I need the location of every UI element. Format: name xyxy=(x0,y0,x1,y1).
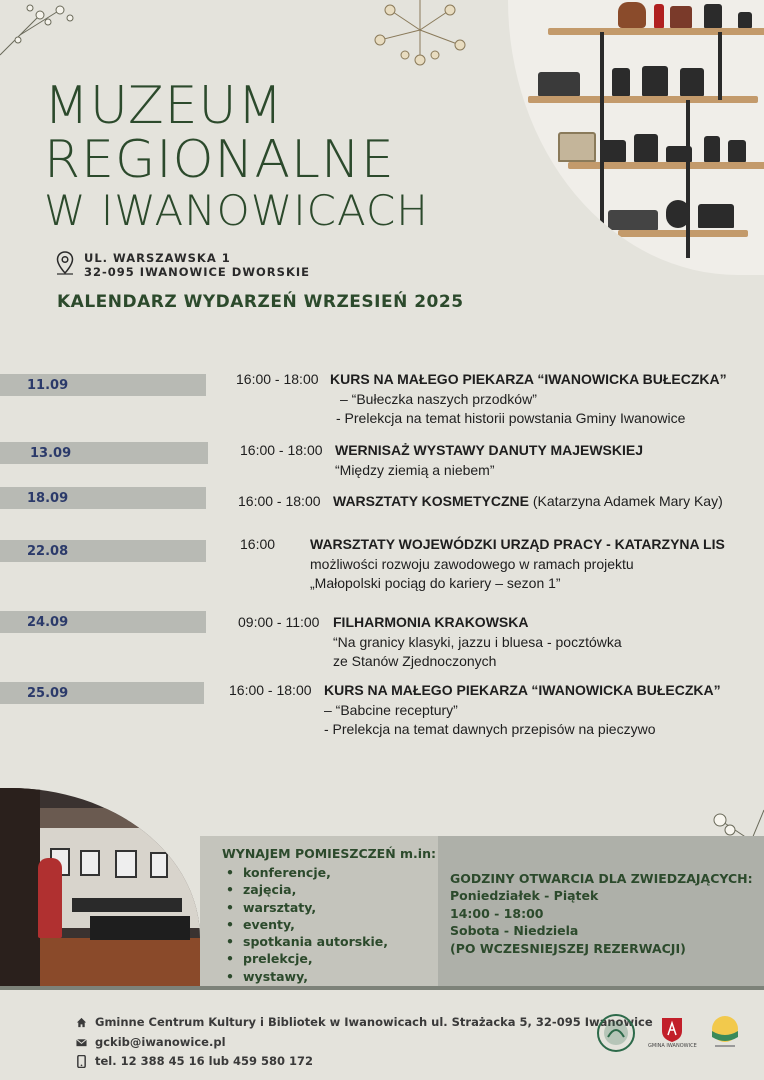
address-street: UL. WARSZAWSKA 1 xyxy=(84,251,231,265)
flower-decoration-top-center xyxy=(350,0,490,72)
gmina-iwanowice-logo xyxy=(648,1017,697,1049)
calendar-title: KALENDARZ WYDARZEŃ WRZESIEŃ 2025 xyxy=(57,292,464,312)
event-detail: „Małopolski pociąg do kariery – sezon 1” xyxy=(310,575,561,591)
gckib-logo xyxy=(596,1013,636,1053)
footer-address: Gminne Centrum Kultury i Bibliotek w Iwanowicach ul. Strażacka 5, 32-095 Iwanowice xyxy=(95,1015,653,1029)
event-time: 16:00 - 18:00 xyxy=(238,493,321,509)
event-date: 18.09 xyxy=(27,490,69,506)
event-time: 16:00 - 18:00 xyxy=(229,682,312,698)
event-date-bar xyxy=(0,442,208,464)
event-item xyxy=(240,441,643,480)
event-date: 13.09 xyxy=(30,445,72,461)
hours-weekend-note: (PO WCZESNIEJSZEJ REZERWACJI) xyxy=(450,940,686,956)
title-line-3: W IWANOWICACH xyxy=(44,186,429,235)
event-date: 11.09 xyxy=(27,377,69,393)
title-line-1: MUZEUM xyxy=(44,76,284,136)
coat-of-arms-icon xyxy=(661,1017,683,1043)
event-title: FILHARMONIA KRAKOWSKA xyxy=(333,614,529,630)
footer-divider xyxy=(0,986,764,990)
partner-logos xyxy=(596,1013,741,1053)
event-time: 09:00 - 11:00 xyxy=(238,614,320,630)
event-date: 24.09 xyxy=(27,614,69,630)
hours-title: GODZINY OTWARCIA DLA ZWIEDZAJĄCYCH: xyxy=(450,871,753,886)
room-rental-panel xyxy=(200,836,438,986)
footer-contact xyxy=(76,1013,653,1072)
event-detail: – “Babcine receptury” xyxy=(324,701,458,718)
event-time: 16:00 xyxy=(240,536,276,552)
home-icon xyxy=(76,1017,87,1028)
event-date-bar xyxy=(0,487,206,509)
list-item: • konferencje, xyxy=(226,864,388,881)
list-item: • prelekcje, xyxy=(226,950,388,967)
event-detail: “Między ziemią a niebem” xyxy=(335,461,495,478)
event-item xyxy=(229,681,721,740)
event-title: WARSZTATY KOSMETYCZNE xyxy=(333,493,529,509)
event-date-bar xyxy=(0,374,206,396)
event-time: 16:00 - 18:00 xyxy=(236,371,319,387)
event-detail: – “Bułeczka naszych przodków” xyxy=(340,390,537,407)
hours-weekend: Sobota - Niedziela xyxy=(450,923,579,939)
location-pin-icon xyxy=(56,251,74,275)
event-date: 22.08 xyxy=(27,543,69,559)
hours-weekdays: Poniedziałek - Piątek xyxy=(450,888,599,904)
event-host: (Katarzyna Adamek Mary Kay) xyxy=(532,493,723,509)
event-detail: ze Stanów Zjednoczonych xyxy=(333,653,497,669)
event-date: 25.09 xyxy=(27,685,69,701)
list-item: • eventy, xyxy=(226,916,388,933)
footer-phone[interactable]: tel. 12 388 45 16 lub 459 580 172 xyxy=(95,1054,314,1068)
event-date-bar xyxy=(0,540,206,562)
phone-icon xyxy=(76,1055,87,1068)
event-item xyxy=(240,535,725,594)
rental-list xyxy=(226,864,388,985)
event-detail: - Prelekcja na temat dawnych przepisów na pieczywo xyxy=(324,721,656,737)
event-title: KURS NA MAŁEGO PIEKARZA “IWANOWICKA BUŁECZKA” xyxy=(330,371,727,387)
hours-weekdays-time: 14:00 - 18:00 xyxy=(450,905,544,921)
museum-interior-photo xyxy=(0,788,200,986)
address-block xyxy=(56,251,310,279)
shelf-photo xyxy=(508,0,764,275)
flower-decoration-top-left xyxy=(0,0,80,60)
list-item: • zajęcia, xyxy=(226,881,388,898)
list-item: • warsztaty, xyxy=(226,899,388,916)
partner-sun-logo xyxy=(709,1015,741,1051)
event-title: WERNISAŻ WYSTAWY DANUTY MAJEWSKIEJ xyxy=(335,442,644,458)
event-date-bar xyxy=(0,611,206,633)
museum-title xyxy=(44,76,429,235)
event-time: 16:00 - 18:00 xyxy=(240,442,323,458)
event-detail: “Na granicy klasyki, jazzu i bluesa - pocztówka xyxy=(333,633,622,650)
event-detail: możliwości rozwoju zawodowego w ramach projektu xyxy=(310,555,634,572)
event-item xyxy=(238,492,723,512)
event-item xyxy=(236,370,727,429)
list-item: • wystawy, xyxy=(226,968,388,985)
opening-hours-panel xyxy=(438,836,764,986)
event-item xyxy=(238,613,622,672)
gmina-logo-text: GMINA IWANOWICE xyxy=(648,1043,697,1049)
list-item: • spotkania autorskie, xyxy=(226,933,388,950)
rental-title: WYNAJEM POMIESZCZEŃ m.in: xyxy=(222,846,436,861)
event-title: WARSZTATY WOJEWÓDZKI URZĄD PRACY - KATARZYNA LIS xyxy=(310,536,725,552)
mail-icon xyxy=(76,1037,87,1048)
address-city: 32-095 IWANOWICE DWORSKIE xyxy=(84,265,310,279)
event-title: KURS NA MAŁEGO PIEKARZA “IWANOWICKA BUŁECZKA” xyxy=(324,682,721,698)
event-detail: - Prelekcja na temat historii powstania Gminy Iwanowice xyxy=(336,410,686,426)
footer-email[interactable]: gckib@iwanowice.pl xyxy=(95,1034,226,1049)
title-line-2: REGIONALNE xyxy=(44,130,395,190)
event-date-bar xyxy=(0,682,204,704)
